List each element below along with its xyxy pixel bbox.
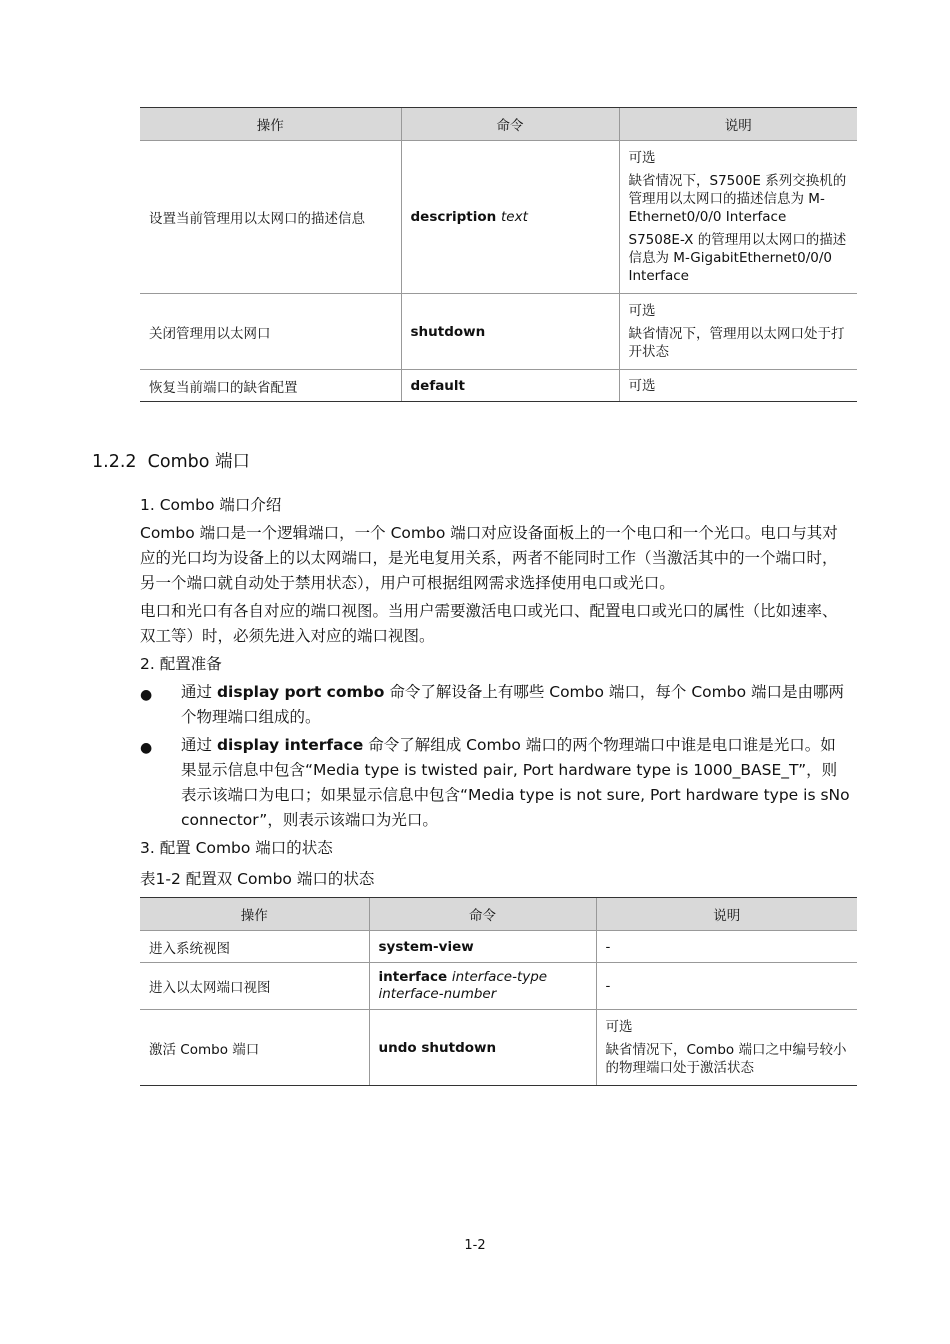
table-row <box>140 963 857 1010</box>
bullet-command: display interface <box>216 736 364 754</box>
operation-cell: 关闭管理用以太网口 <box>140 294 401 370</box>
description-cell <box>619 294 857 370</box>
command-keyword: interface <box>378 969 448 985</box>
note-line: 缺省情况下，管理用以太网口处于打开状态 <box>628 326 845 360</box>
table-row <box>140 141 857 294</box>
command-cell <box>401 370 619 402</box>
note-line: - <box>605 978 611 994</box>
description-cell <box>619 370 857 402</box>
note-line: 可选 <box>605 1019 633 1035</box>
header-operation: 操作 <box>140 898 369 931</box>
table-header-row <box>140 108 857 141</box>
management-ethernet-config-table <box>140 107 857 402</box>
paragraph-combo-intro: Combo 端口是一个逻辑端口，一个 Combo 端口对应设备面板上的一个电口和一个光口。电口与其对应的光口均为设备上的以太网端口，是光电复用关系，两者不能同时工作（当激活其中的一个端口时，另一个端口就自动处于禁用状态），用户可根据组网需求选择使用电口或光口。 <box>140 524 838 592</box>
command-cell <box>401 141 619 294</box>
section-number: 1.2.2 <box>92 452 137 472</box>
header-command: 命令 <box>369 898 596 931</box>
bullet-dot-icon: ● <box>140 687 153 703</box>
operation-cell: 设置当前管理用以太网口的描述信息 <box>140 141 401 294</box>
description-cell <box>596 931 857 963</box>
command-cell <box>401 294 619 370</box>
command-keyword: default <box>410 377 465 394</box>
description-cell <box>596 963 857 1010</box>
description-cell <box>596 1010 857 1086</box>
bullet-text: 命令了解组成 Combo 端口的两个物理端口中谁是电口谁是光口。如果显示信息中包含“Media type is twisted pair, Port hardware type is 1000_BASE_T”，则表示该端口为电口；如果显示信息中包含“Media type is not sure, Port hardware type is sNo connector”，则表示该端口为光口。 <box>181 736 850 829</box>
operation-cell: 进入系统视图 <box>140 931 369 963</box>
note-line: S7508E-X 的管理用以太网口的描述信息为 M-GigabitEthernet0/0/0 Interface <box>628 232 847 284</box>
header-command: 命令 <box>401 108 619 141</box>
subsection-heading-intro: 1. Combo 端口介绍 <box>140 496 282 514</box>
command-argument: text <box>500 209 528 225</box>
section-heading <box>92 448 250 473</box>
command-keyword: description <box>410 209 497 225</box>
note-line: 缺省情况下，S7500E 系列交换机的管理用以太网口的描述信息为 M-Ethernet0/0/0 Interface <box>628 173 847 225</box>
bullet-text: 通过 <box>181 683 217 701</box>
command-cell <box>369 931 596 963</box>
bullet-item <box>140 733 850 833</box>
operation-cell: 激活 Combo 端口 <box>140 1010 369 1086</box>
bullet-item <box>140 680 850 730</box>
combo-port-config-table <box>140 897 857 1086</box>
subsection-heading-prep: 2. 配置准备 <box>140 655 222 673</box>
table-row <box>140 294 857 370</box>
table-row <box>140 1010 857 1086</box>
bullet-dot-icon: ● <box>140 740 153 756</box>
command-cell <box>369 1010 596 1086</box>
table-caption: 表1-2 配置双 Combo 端口的状态 <box>140 870 375 888</box>
header-description: 说明 <box>596 898 857 931</box>
note-line: 可选 <box>628 303 656 319</box>
note-line: - <box>605 938 611 955</box>
command-keyword: shutdown <box>410 323 486 340</box>
note-line: 缺省情况下，Combo 端口之中编号较小的物理端口处于激活状态 <box>605 1042 847 1076</box>
bullet-text: 命令了解设备上有哪些 Combo 端口，每个 Combo 端口是由哪两个物理端口组成的。 <box>181 683 844 726</box>
operation-cell: 进入以太网端口视图 <box>140 963 369 1010</box>
note-line: 可选 <box>628 377 656 394</box>
bullet-text: 通过 <box>181 736 217 754</box>
operation-cell: 恢复当前端口的缺省配置 <box>140 370 401 402</box>
note-line: 可选 <box>628 150 656 166</box>
command-argument: interface-type interface-number <box>378 969 548 1002</box>
command-cell <box>369 963 596 1010</box>
command-keyword: system-view <box>378 938 474 955</box>
page-number: 1-2 <box>464 1238 486 1253</box>
subsection-heading-config: 3. 配置 Combo 端口的状态 <box>140 839 333 857</box>
table-header-row <box>140 898 857 931</box>
bullet-command: display port combo <box>216 683 385 701</box>
header-description: 说明 <box>619 108 857 141</box>
paragraph-port-views: 电口和光口有各自对应的端口视图。当用户需要激活电口或光口、配置电口或光口的属性（比如速率、双工等）时，必须先进入对应的端口视图。 <box>140 602 838 645</box>
description-cell <box>619 141 857 294</box>
table-row <box>140 370 857 402</box>
section-title: Combo 端口 <box>147 452 251 472</box>
header-operation: 操作 <box>140 108 401 141</box>
command-keyword: undo shutdown <box>378 1039 497 1056</box>
table-row <box>140 931 857 963</box>
